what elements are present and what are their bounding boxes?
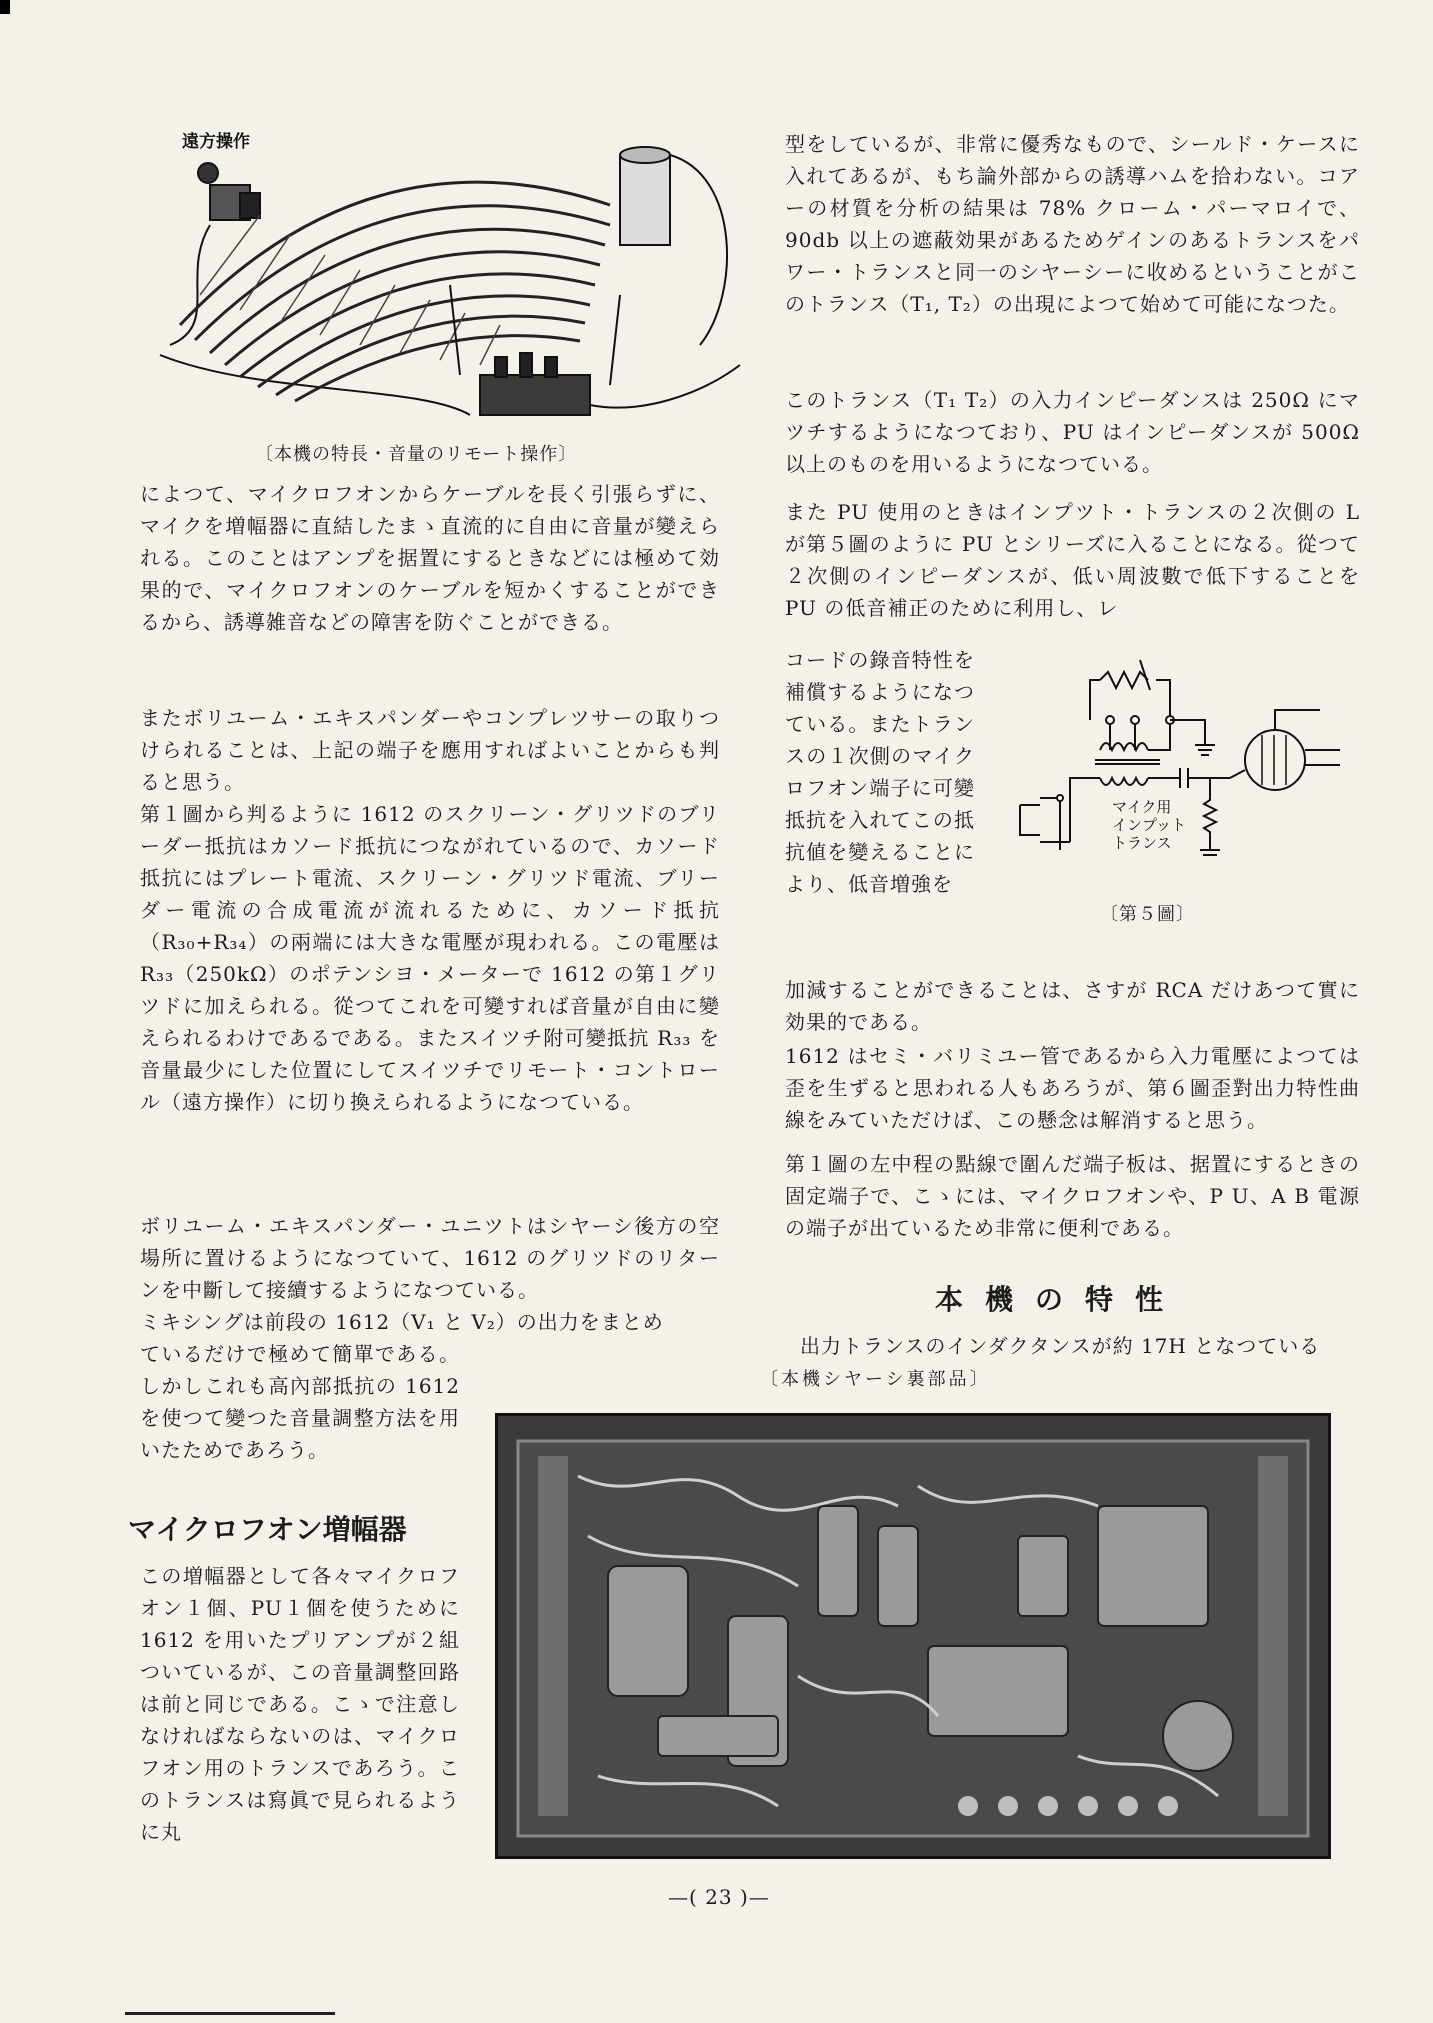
figure5-label-2: インプット <box>1112 816 1186 834</box>
remote-operation-illustration <box>140 95 750 440</box>
figure5-caption: 〔第５圖〕 <box>1100 904 1195 925</box>
left-paragraph-5a: ミキシングは前段の 1612（V₁ と V₂）の出力をまとめ <box>140 1310 664 1334</box>
right-paragraph-6: 1612 はセミ・バリミユー管であるから入力電壓によつては歪を生ずると思われる人もあろうが、第６圖歪對出力特性曲線をみていただけば、この懸念は解消すると思う。 <box>785 1044 1360 1132</box>
photo-caption: 〔本機シヤーシ裏部品〕 <box>760 1369 991 1390</box>
left-paragraph-1: によつて、マイクロフオンからケーブルを長く引張らずに、マイクを増幅器に直結したまゝ直流的に自由に音量が變えられる。このことはアンプを据置にするときなどには極めて効果的で、マイクロフオンのケーブルを短かくすることができるから、誘導雑音などの障害を防ぐことができる。 <box>140 482 720 634</box>
right-paragraph-5: 加減することができることは、さすが RCA だけあつて實に効果的である。 <box>785 978 1360 1034</box>
right-paragraph-4: コードの錄音特性を補償するようになつている。またトランスの１次側のマイクロフオン端子に可變抵抗を入れてこの抵抗値を變えることにより、低音増強を <box>785 648 975 896</box>
scan-mark <box>0 0 10 14</box>
chassis-underside-photo <box>495 1413 1331 1859</box>
figure5-label-1: マイク用 <box>1112 798 1172 816</box>
right-paragraph-3: また PU 使用のときはインプツト・トランスの２次側の L が第５圖のように PU とシリーズに入ることになる。從つて２次側のインピーダンスが、低い周波數で低下することを PU の低音補正のために利用し、レ <box>785 500 1360 620</box>
right-paragraph-7: 第１圖の左中程の點線で圍んだ端子板は、据置にするときの固定端子で、こゝには、マイクロフオンや、P U、A B 電源の端子が出ているため非常に便利である。 <box>785 1152 1360 1240</box>
footer-rule <box>125 2012 335 2015</box>
characteristics-heading: 本機の特性 <box>935 1283 1186 1316</box>
mic-amplifier-heading: マイクロフオン増幅器 <box>128 1513 407 1546</box>
figure5-label-3: トランス <box>1112 834 1172 852</box>
page-number: —( 23 )— <box>668 1885 770 1909</box>
figure1-label: 遠方操作 <box>182 132 250 152</box>
figure1-caption: 〔本機の特長・音量のリモート操作〕 <box>255 444 578 465</box>
left-paragraph-3: 第１圖から判るように 1612 のスクリーン・グリツドのブリーダー抵抗はカソード抵抗につながれているので、カソード抵抗にはプレート電流、スクリーン・グリツド電流、ブリーダー電流の合成電流が流れるために、カソード抵抗（R₃₀+R₃₄）の兩端には大きな電壓が現われる。この電壓は R₃₃（250kΩ）のポテンシヨ・メーターで 1612 の第１グリツドに加えられる。從つてこれを可變すれば音量が自由に變えられるわけであるである。またスイツチ附可變抵抗 R₃₃ を音量最少にした位置にしてスイツチでリモート・コントロール（遠方操作）に切り換えられるようになつている。 <box>140 802 720 1114</box>
figure5-circuit-diagram <box>1000 650 1345 875</box>
chassis-photo-drawing <box>498 1416 1328 1856</box>
left-paragraph-4: ボリユーム・エキスパンダー・ユニツトはシヤーシ後方の空場所に置けるようになつていて、1612 のグリツドのリターンを中斷して接續するようになつている。 <box>140 1214 720 1302</box>
right-paragraph-2: このトランス（T₁ T₂）の入力インピーダンスは 250Ω にマツチするようになつており、PU はインピーダンスが 500Ω 以上のものを用いるようになつている。 <box>785 388 1360 476</box>
mic-amplifier-paragraph: この増幅器として各々マイクロフオン１個、PU１個を使うために 1612 を用いたプリアンプが２組ついているが、この音量調整回路は前と同じである。こゝで注意しなければならないのは、マイクロフオン用のトランスであろう。このトランスは寫眞で見られるように丸 <box>140 1564 460 1844</box>
left-paragraph-5b: ているだけで極めて簡單である。しかしこれも高內部抵抗の 1612 を使つて變つた音量調整方法を用いたためであろう。 <box>140 1342 460 1462</box>
right-paragraph-1: 型をしているが、非常に優秀なもので、シールド・ケースに入れてあるが、もち論外部からの誘導ハムを拾わない。コアーの材質を分析の結果は 78% クローム・パーマロイで、90db 以上の遮蔽効果があるためゲインのあるトランスをパワー・トランスと同一のシヤーシーに收めるということがこのトランス（T₁, T₂）の出現によつて始めて可能になつた。 <box>785 132 1360 316</box>
characteristics-paragraph: 出力トランスのインダクタンスが約 17H となつている <box>800 1334 1321 1358</box>
left-paragraph-2: またボリユーム・エキスパンダーやコンプレツサーの取りつけられることは、上記の端子を應用すればよいことからも判ると思う。 <box>140 706 720 794</box>
